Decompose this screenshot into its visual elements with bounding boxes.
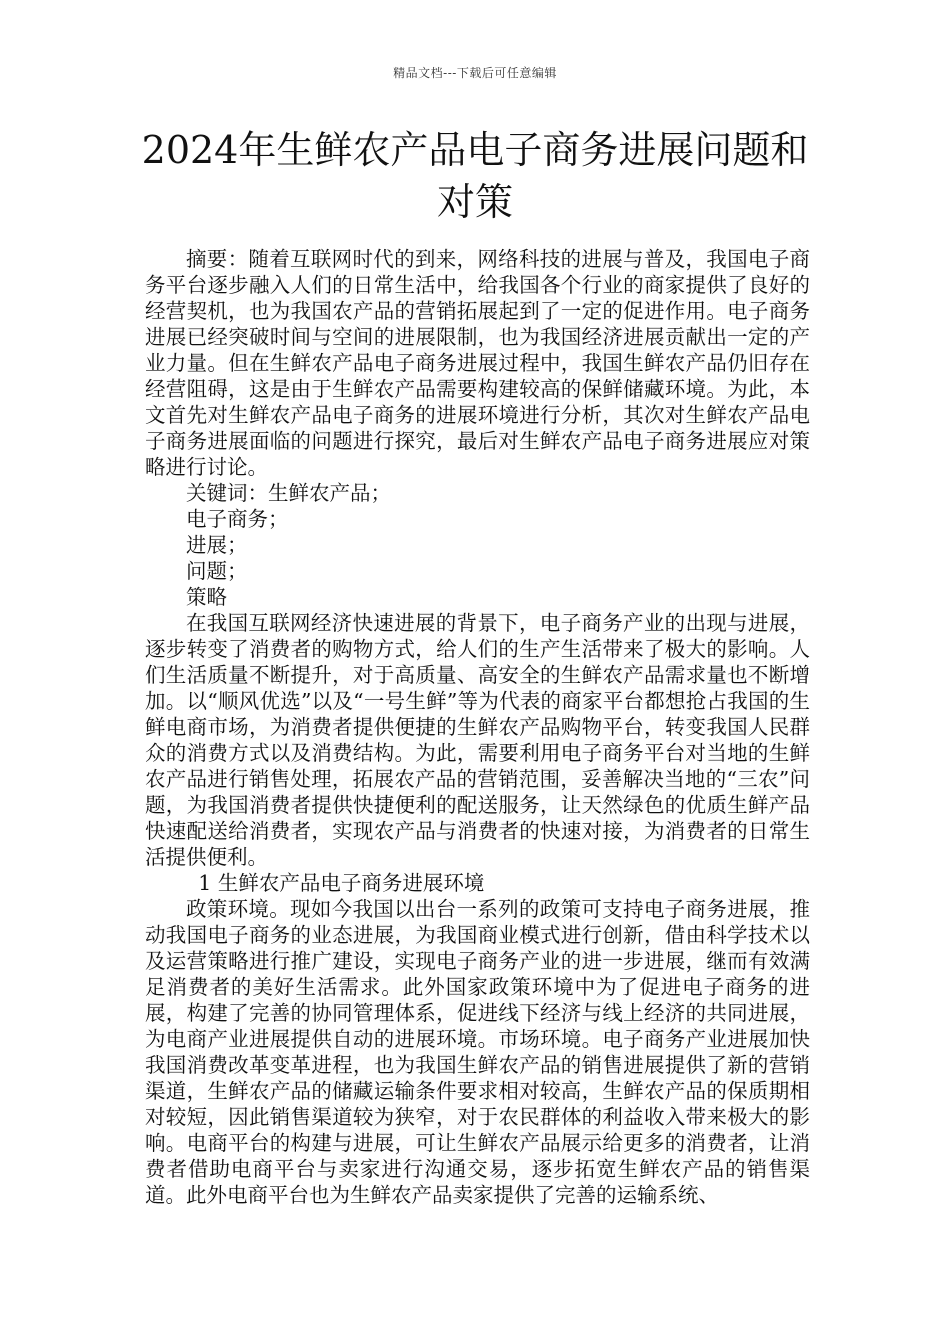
keyword-line: 进展； [186, 533, 248, 557]
abstract-paragraph: 摘要：随着互联网时代的到来，网络科技的进展与普及，我国电子商务平台逐步融入人们的日常生活中，给我国各个行业的商家提供了良好的经营契机，也为我国农产品的营销拓展起到了一定的促进作用。电子商务进展已经突破时间与空间的进展限制，也为我国经济进展贡献出一定的产业力量。但在生鲜农产品电子商务进展过程中，我国生鲜农产品仍旧存在经营阻碍，这是由于生鲜农产品需要构建较高的保鲜储藏环境。为此，本文首先对生鲜农产品电子商务的进展环境进行分析，其次对生鲜农产品电子商务进展面临的问题进行探究，最后对生鲜农产品电子商务进展应对策略进行讨论。 [145, 247, 810, 479]
keyword-line: 电子商务； [186, 507, 289, 531]
intro-paragraph: 在我国互联网经济快速进展的背景下，电子商务产业的出现与进展，逐步转变了消费者的购物方式，给人们的生产生活带来了极大的影响。人们生活质量不断提升，对于高质量、高安全的生鲜农产品需求量也不断增加。以“顺风优选”以及“一号生鲜”等为代表的商家平台都想抢占我国的生鲜电商市场，为消费者提供便捷的生鲜农产品购物平台，转变我国人民群众的消费方式以及消费结构。为此，需要利用电子商务平台对当地的生鲜农产品进行销售处理，拓展农产品的营销范围，妥善解决当地的“三农”问题，为我国消费者提供快捷便利的配送服务，让天然绿色的优质生鲜产品快速配送给消费者，实现农产品与消费者的快速对接，为消费者的日常生活提供便利。 [145, 611, 810, 869]
section-paragraph: 政策环境。现如今我国以出台一系列的政策可支持电子商务进展，推动我国电子商务的业态进展，为我国商业模式进行创新，借由科学技术以及运营策略进行推广建设，实现电子商务产业的进一步进展，继而有效满足消费者的美好生活需求。此外国家政策环境中为了促进电子商务的进展，构建了完善的协同管理体系，促进线下经济与线上经济的共同进展，为电商产业进展提供自动的进展环境。市场环境。电子商务产业进展加快我国消费改革变革进程，也为我国生鲜农产品的销售进展提供了新的营销渠道，生鲜农产品的储藏运输条件要求相对较高，生鲜农产品的保质期相对较短，因此销售渠道较为狭窄，对于农民群体的利益收入带来极大的影响。电商平台的构建与进展，可让生鲜农产品展示给更多的消费者，让消费者借助电商平台与卖家进行沟通交易，逐步拓宽生鲜农产品的销售渠道。此外电商平台也为生鲜农产品卖家提供了完善的运输系统、 [145, 897, 810, 1207]
keyword-line: 问题； [186, 559, 248, 583]
document-title: 2024年生鲜农产品电子商务进展问题和对策 [141, 128, 809, 224]
keyword-line: 关键词：生鲜农产品； [186, 481, 391, 505]
header-note: 精品文档---下载后可任意编辑 [393, 66, 557, 80]
keyword-line: 策略 [186, 585, 227, 609]
document-body [145, 246, 810, 1208]
section-heading: 1 生鲜农产品电子商务进展环境 [198, 871, 485, 895]
